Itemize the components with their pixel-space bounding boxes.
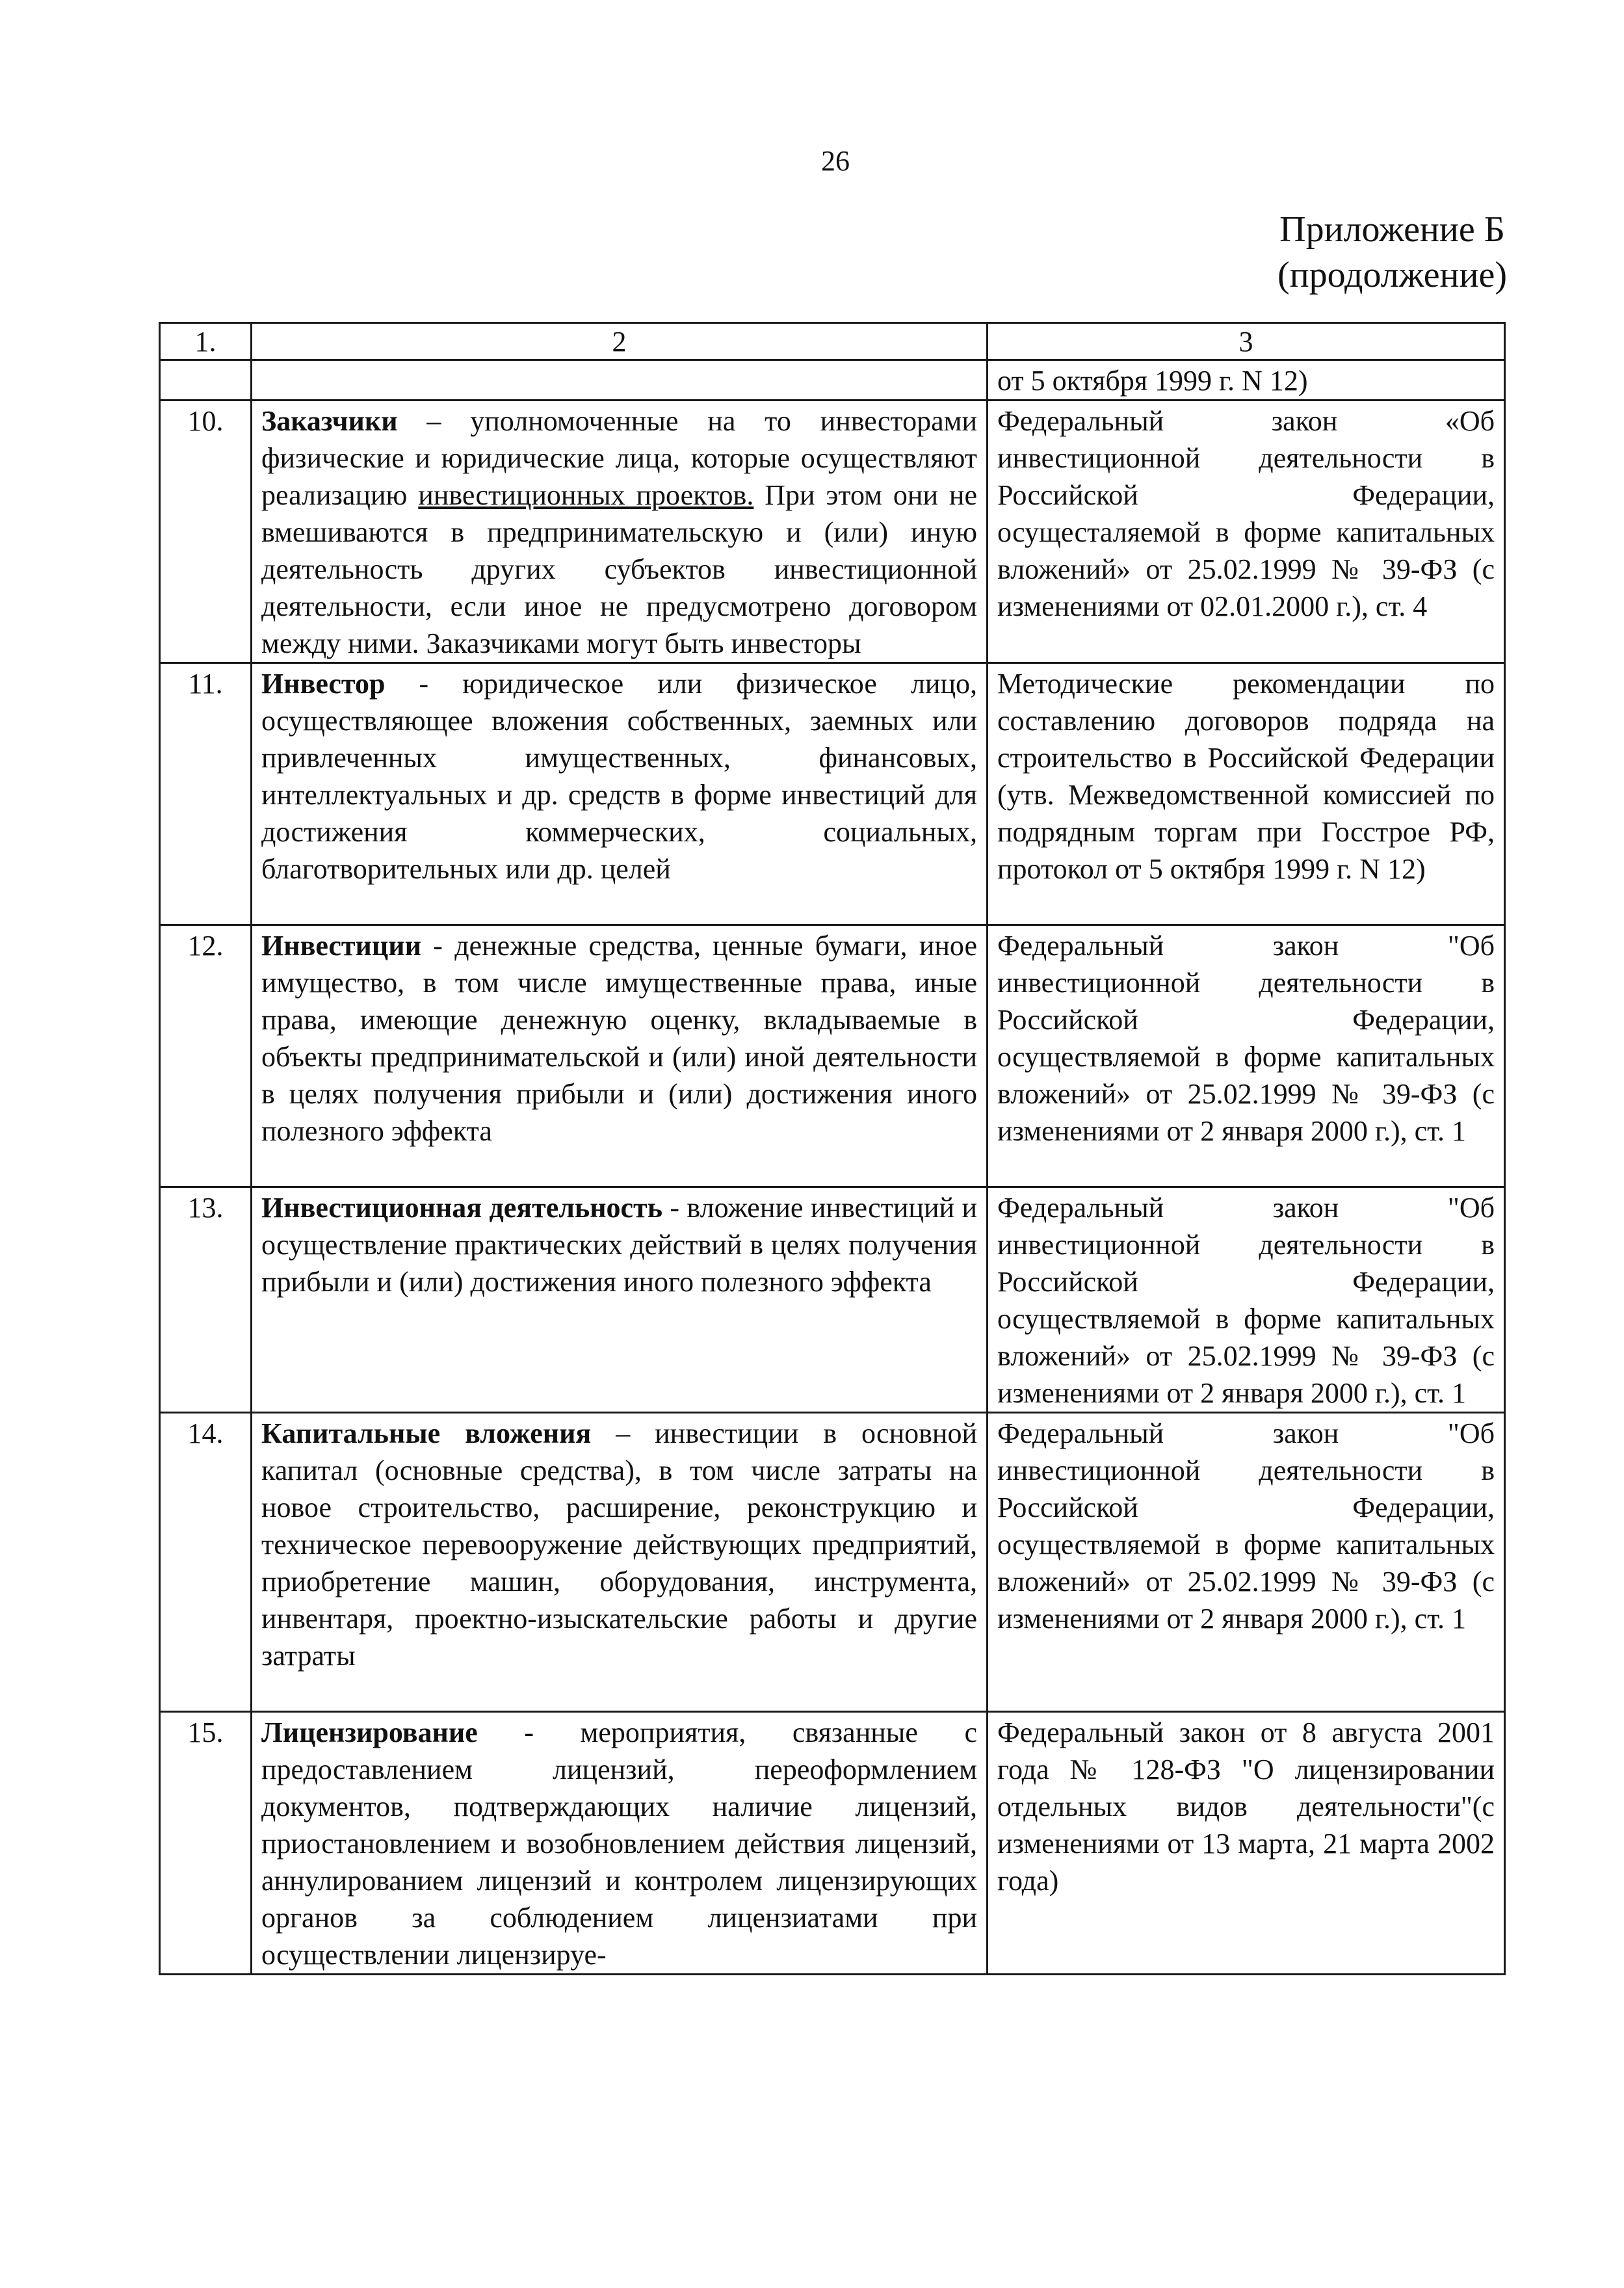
appendix-heading xyxy=(1277,207,1507,298)
legal-source: Федеральный закон "Об инвестиционной деятельности в Российской Федерации, осуществляемой в форме капитальных вложений» от 25.02.1999 № 39-ФЗ (с изменениями от 2 января 2000 г.), ст. 1 xyxy=(988,925,1505,1187)
legal-source: Методические рекомендации по составлению договоров подряда на строительство в Российской Федерации (утв. Межведомственной комиссией по подрядным торгам при Госстрое РФ, протокол от 5 октября 1999 г. N 12) xyxy=(988,663,1505,925)
header-col-term: 2 xyxy=(252,323,988,360)
table-row xyxy=(160,1712,1505,1975)
legal-source: Федеральный закон от 8 августа 2001 года № 128-ФЗ "О лицензировании отдельных видов деятельности"(с изменениями от 13 марта, 21 марта 2002 года) xyxy=(988,1712,1505,1975)
continuation-source: от 5 октября 1999 г. N 12) xyxy=(988,360,1505,401)
term-name: Заказчики xyxy=(261,405,398,437)
term-text: - денежные средства, ценные бумаги, иное имущество, в том числе имущественные права, иные права, имеющие денежную оценку, вкладываемые в объекты предпринимательской и (или) иной деятельности в целях получения прибыли и (или) достижения иного полезного эффекта xyxy=(261,930,977,1147)
term-text: – инвестиции в основной капитал (основные средства), в том числе затраты на новое строительство, расширение, реконструкцию и техническое перевооружение действующих предприятий, приобретение машин, оборудования, инструмента, инвентаря, проектно-изыскательские работы и другие затраты xyxy=(261,1417,977,1672)
header-row xyxy=(160,323,1505,360)
term-text: При этом они не вмешиваются в предпринимательскую и (или) иную деятельность других субъектов инвестиционной деятельности, если иное не предусмотрено договором между ними. Заказчиками могут быть инвесторы xyxy=(261,479,978,659)
term-definition xyxy=(252,1712,988,1975)
row-number: 13. xyxy=(160,1187,252,1413)
appendix-continuation: (продолжение) xyxy=(1277,255,1507,295)
appendix-title: Приложение Б xyxy=(1279,209,1505,250)
page-number: 26 xyxy=(821,145,850,177)
row-number: 14. xyxy=(160,1413,252,1712)
table-row xyxy=(160,663,1505,925)
legal-source: Федеральный закон "Об инвестиционной деятельности в Российской Федерации, осуществляемой в форме капитальных вложений» от 25.02.1999 № 39-ФЗ (с изменениями от 2 января 2000 г.), ст. 1 xyxy=(988,1187,1505,1413)
term-definition xyxy=(252,401,988,663)
term-definition xyxy=(252,1413,988,1712)
header-col-number: 1. xyxy=(160,323,252,360)
term-text: - юридическое или физическое лицо, осуществляющее вложения собственных, заемных или привлеченных имущественных, финансовых, интеллектуальных и др. средств в форме инвестиций для достижения коммерческих, социальных, благотворительных или др. целей xyxy=(261,668,977,885)
header-col-source: 3 xyxy=(988,323,1505,360)
row-number: 12. xyxy=(160,925,252,1187)
legal-source: Федеральный закон «Об инвестиционной деятельности в Российской Федерации, осущесталяемой в форме капитальных вложений» от 25.02.1999 № 39-ФЗ (с изменениями от 02.01.2000 г.), ст. 4 xyxy=(988,401,1505,663)
continuation-row xyxy=(160,360,1505,401)
table-row xyxy=(160,401,1505,663)
term-link: инвестиционных проектов. xyxy=(418,479,754,511)
table-row xyxy=(160,925,1505,1187)
term-name: Инвестиции xyxy=(261,930,421,962)
term-text: - вложение инвестиций и осуществление практических действий в целях получения прибыли и (или) достижения иного полезного эффекта xyxy=(261,1192,977,1298)
term-name: Инвестор xyxy=(261,668,386,700)
row-number: 11. xyxy=(160,663,252,925)
term-definition xyxy=(252,663,988,925)
legal-source: Федеральный закон "Об инвестиционной деятельности в Российской Федерации, осуществляемой в форме капитальных вложений» от 25.02.1999 № 39-ФЗ (с изменениями от 2 января 2000 г.), ст. 1 xyxy=(988,1413,1505,1712)
term-text: - мероприятия, связанные с предоставлением лицензий, переоформлением документов, подтверждающих наличие лицензий, приостановлением и возобновлением действия лицензий, аннулированием лицензий и контролем лицензирующих органов за соблюдением лицензиатами при осуществлении лицензируе- xyxy=(261,1716,977,1971)
term-name: Лицензирование xyxy=(261,1716,478,1748)
term-text: – уполномоченные на то инвесторами физические и юридические лица, которые осуществляют реализацию xyxy=(261,405,977,511)
row-number: 15. xyxy=(160,1712,252,1975)
table-row xyxy=(160,1413,1505,1712)
term-name: Инвестиционная деятельность xyxy=(261,1192,662,1224)
row-number: 10. xyxy=(160,401,252,663)
term-name: Капитальные вложения xyxy=(261,1417,592,1449)
term-definition xyxy=(252,925,988,1187)
term-definition xyxy=(252,1187,988,1413)
terms-table xyxy=(159,322,1506,1975)
table-row xyxy=(160,1187,1505,1413)
